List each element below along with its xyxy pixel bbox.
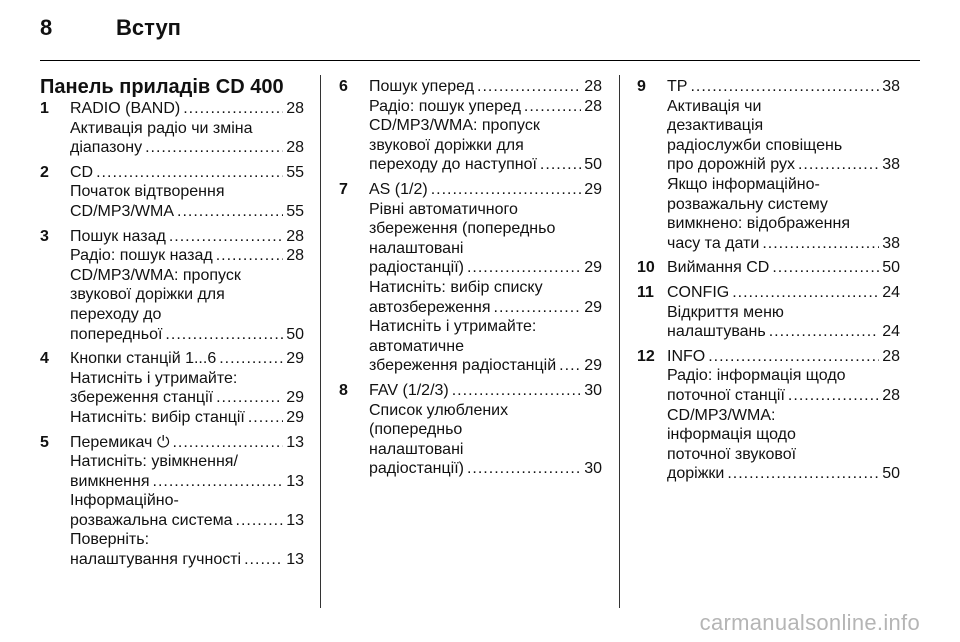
page-reference: 29 xyxy=(584,298,602,316)
toc-line-text: FAV (1/2/3) xyxy=(369,381,449,399)
toc-line-text: збереження (попередньо xyxy=(369,220,556,238)
toc-line-text: радіостанції) xyxy=(369,259,464,277)
toc-line-text: Активація чи xyxy=(667,97,762,115)
toc-line-text: CD/MP3/WMA: пропуск xyxy=(369,117,540,135)
dot-leader xyxy=(788,386,879,406)
page-header xyxy=(40,15,181,55)
page-reference: 55 xyxy=(286,163,304,181)
page-reference: 13 xyxy=(286,472,304,490)
toc-entry xyxy=(339,180,602,376)
toc-entry xyxy=(339,77,602,175)
toc-line-text: Натисніть: вибір списку xyxy=(369,278,543,296)
dot-leader xyxy=(467,258,581,278)
dot-leader xyxy=(732,283,879,303)
toc-line-text: налаштовані xyxy=(369,440,464,458)
toc-entry xyxy=(637,258,900,278)
toc-line-text: Виймання CD xyxy=(667,259,770,277)
page-reference: 24 xyxy=(882,323,900,341)
toc-line[interactable] xyxy=(70,99,304,119)
dot-leader xyxy=(172,433,283,453)
toc-line-text: звукової доріжки для xyxy=(70,286,225,304)
entry-number: 7 xyxy=(339,180,348,198)
toc-entry xyxy=(637,347,900,484)
toc-line-text: Натисніть і утримайте: xyxy=(369,318,537,336)
toc-line-text: радіостанції) xyxy=(369,460,464,478)
entry-number: 11 xyxy=(637,283,654,301)
page-number: 8 xyxy=(40,15,53,40)
toc-line-text: доріжки xyxy=(667,465,725,483)
dot-leader xyxy=(165,325,283,345)
dot-leader xyxy=(96,163,283,183)
toc-line-text: Відкриття меню xyxy=(667,303,784,321)
toc-line-text: Список улюблених xyxy=(369,401,509,419)
page-reference: 50 xyxy=(882,465,900,483)
dot-leader xyxy=(727,464,879,484)
dot-leader xyxy=(690,77,879,97)
toc-entry xyxy=(637,283,900,342)
page-reference: 55 xyxy=(286,202,304,220)
toc-line-text: Радіо: пошук назад xyxy=(70,247,213,265)
toc-line-text: Активація радіо чи зміна xyxy=(70,119,253,137)
toc-line-text: розважальна система xyxy=(70,511,233,529)
page-reference: 38 xyxy=(882,234,900,252)
page-reference: 24 xyxy=(882,283,900,301)
dot-leader xyxy=(524,97,581,117)
dot-leader xyxy=(216,388,283,408)
page-reference: 28 xyxy=(584,97,602,115)
toc-line[interactable] xyxy=(70,388,304,408)
toc-line-text: інформація щодо xyxy=(667,426,796,444)
toc-line-text: налаштувань xyxy=(667,323,766,341)
page-reference: 28 xyxy=(882,386,900,404)
dot-leader xyxy=(772,258,879,278)
toc-entry xyxy=(40,227,304,345)
page-reference: 28 xyxy=(286,227,304,245)
toc-line-text: Кнопки станцій 1...6 xyxy=(70,350,217,368)
page-reference: 50 xyxy=(882,259,900,277)
toc-line[interactable] xyxy=(369,298,602,318)
page-reference: 38 xyxy=(882,156,900,174)
toc-line[interactable] xyxy=(70,349,304,369)
toc-line-text: попередньої xyxy=(70,325,163,343)
dot-leader xyxy=(244,550,283,570)
dot-leader xyxy=(216,246,284,266)
toc-line[interactable] xyxy=(667,77,900,97)
column-divider xyxy=(320,75,321,608)
toc-line[interactable] xyxy=(667,234,900,254)
toc-line-text: радіослужби сповіщень xyxy=(667,136,843,154)
toc-line[interactable] xyxy=(70,408,304,428)
column-2 xyxy=(339,77,602,484)
entry-lines xyxy=(70,349,304,427)
toc-entry xyxy=(40,349,304,427)
entry-lines xyxy=(667,283,900,342)
page-reference: 29 xyxy=(584,180,602,198)
toc-entry xyxy=(339,381,602,479)
toc-line-text: AS (1/2) xyxy=(369,180,428,198)
toc-line-text: (попередньо xyxy=(369,421,463,439)
toc-line[interactable] xyxy=(667,386,900,406)
toc-line[interactable] xyxy=(369,459,602,479)
toc-line-text: про дорожній рух xyxy=(667,156,795,174)
watermark: carmanualsonline.info xyxy=(699,610,920,635)
toc-line[interactable] xyxy=(70,246,304,266)
toc-line[interactable] xyxy=(70,511,304,531)
page-reference: 30 xyxy=(584,381,602,399)
toc-line-text: Радіо: інформація щодо xyxy=(667,367,846,385)
page-reference: 30 xyxy=(584,460,602,478)
dot-leader xyxy=(145,138,283,158)
dot-leader xyxy=(762,234,879,254)
toc-line-text: збереження станції xyxy=(70,389,214,407)
page-reference: 28 xyxy=(286,247,304,265)
toc-line[interactable] xyxy=(369,356,602,376)
toc-line-text: розважальну систему xyxy=(667,195,828,213)
dot-leader xyxy=(477,77,581,97)
toc-line-text: CD xyxy=(70,163,94,181)
toc-line[interactable] xyxy=(667,347,900,367)
toc-line-text: часу та дати xyxy=(667,234,760,252)
page-reference: 29 xyxy=(286,408,304,426)
toc-line-text: Пошук назад xyxy=(70,227,166,245)
toc-line-text: Натисніть і утримайте: xyxy=(70,369,238,387)
entry-number: 9 xyxy=(637,78,646,95)
dot-leader xyxy=(452,381,581,401)
toc-line-text: збереження радіостанцій xyxy=(369,357,557,375)
column-3 xyxy=(637,77,900,489)
entry-lines xyxy=(667,77,900,253)
dot-leader xyxy=(467,459,581,479)
toc-line-text: діапазону xyxy=(70,139,143,157)
dot-leader xyxy=(769,322,880,342)
entry-number: 3 xyxy=(40,227,49,245)
toc-line[interactable] xyxy=(70,550,304,570)
toc-line-text: поточної звукової xyxy=(667,445,797,463)
toc-line-text: автозбереження xyxy=(369,298,491,316)
column-divider xyxy=(619,75,620,608)
toc-line-text: CD/MP3/WMA xyxy=(70,202,174,220)
toc-line-text: Радіо: пошук уперед xyxy=(369,97,521,115)
dot-leader xyxy=(708,347,879,367)
entry-number: 8 xyxy=(339,381,348,399)
toc-line-text: дезактивація xyxy=(667,117,764,135)
entry-lines xyxy=(667,258,900,278)
entry-lines xyxy=(70,99,304,158)
entry-lines xyxy=(369,381,602,479)
entry-lines xyxy=(70,227,304,345)
page-reference: 28 xyxy=(286,139,304,157)
dot-leader xyxy=(183,99,283,119)
toc-line[interactable] xyxy=(70,138,304,158)
toc-line[interactable] xyxy=(70,325,304,345)
toc-line-text: Початок відтворення xyxy=(70,183,225,201)
toc-entry xyxy=(40,163,304,222)
toc-line[interactable] xyxy=(667,464,900,484)
page-reference: 50 xyxy=(286,325,304,343)
dot-leader xyxy=(248,408,283,428)
dot-leader xyxy=(798,155,879,175)
page-reference: 38 xyxy=(882,78,900,95)
section-title: Панель приладів CD 400 xyxy=(40,76,284,98)
entry-lines xyxy=(369,77,602,175)
page-reference: 28 xyxy=(286,100,304,117)
entry-lines xyxy=(70,163,304,222)
page-reference: 13 xyxy=(286,551,304,569)
toc-line-text: вимкнено: відображення xyxy=(667,215,850,233)
entry-number: 5 xyxy=(40,433,49,451)
dot-leader xyxy=(494,298,582,318)
entry-lines xyxy=(369,180,602,376)
header-rule xyxy=(40,60,920,61)
page-reference: 29 xyxy=(584,357,602,375)
toc-line-text: CD/MP3/WMA: xyxy=(667,406,776,424)
toc-entry xyxy=(40,433,304,570)
page-reference: 13 xyxy=(286,433,304,451)
entry-number: 2 xyxy=(40,163,49,181)
toc-line-text: CD/MP3/WMA: пропуск xyxy=(70,266,241,284)
dot-leader xyxy=(431,180,582,200)
toc-line-text: TP xyxy=(667,78,688,95)
entry-number: 10 xyxy=(637,259,655,277)
page-reference: 13 xyxy=(286,511,304,529)
toc-line[interactable] xyxy=(667,258,900,278)
toc-line[interactable] xyxy=(369,155,602,175)
dot-leader xyxy=(169,227,283,247)
toc-line-text: звукової доріжки для xyxy=(369,136,524,154)
toc-line-text: RADIO (BAND) xyxy=(70,100,181,117)
page-reference: 29 xyxy=(584,259,602,277)
toc-line[interactable] xyxy=(667,322,900,342)
entry-number: 4 xyxy=(40,350,49,368)
toc-entry xyxy=(40,99,304,158)
toc-line-text: Поверніть: xyxy=(70,531,150,549)
toc-line[interactable] xyxy=(369,180,602,200)
toc-line-text: Якщо інформаційно- xyxy=(667,175,820,193)
dot-leader xyxy=(559,356,581,376)
toc-line[interactable] xyxy=(369,258,602,278)
toc-line-text: Натисніть: увімкнення/ xyxy=(70,453,238,471)
page-reference: 50 xyxy=(584,156,602,174)
dot-leader xyxy=(540,155,581,175)
dot-leader xyxy=(177,202,283,222)
toc-line[interactable] xyxy=(667,283,900,303)
dot-leader xyxy=(153,472,284,492)
page-reference: 29 xyxy=(286,350,304,368)
page-reference: 28 xyxy=(584,78,602,95)
toc-line-text: налаштування гучності xyxy=(70,551,242,569)
toc-line-text: Рівні автоматичного xyxy=(369,200,518,218)
toc-line-text: Натисніть: вибір станції xyxy=(70,408,245,426)
toc-line-text: переходу до xyxy=(70,305,162,323)
dot-leader xyxy=(236,511,284,531)
toc-line-text: CONFIG xyxy=(667,283,730,301)
toc-line[interactable] xyxy=(70,202,304,222)
dot-leader xyxy=(219,349,283,369)
toc-line[interactable] xyxy=(70,472,304,492)
toc-entry xyxy=(637,77,900,253)
page-title: Вступ xyxy=(116,15,181,40)
toc-line-text: налаштовані xyxy=(369,239,464,257)
toc-line-text: автоматичне xyxy=(369,337,464,355)
toc-line-text: Інформаційно- xyxy=(70,492,179,510)
toc-line-text: поточної станції xyxy=(667,386,785,404)
entry-lines xyxy=(70,433,304,570)
toc-line-text: переходу до наступної xyxy=(369,156,537,174)
toc-line[interactable] xyxy=(70,163,304,183)
toc-line-text: вимкнення xyxy=(70,472,150,490)
entry-lines xyxy=(667,347,900,484)
entry-number: 6 xyxy=(339,78,348,95)
toc-line-text: Пошук уперед xyxy=(369,78,475,95)
page-reference: 28 xyxy=(882,347,900,365)
entry-number: 1 xyxy=(40,100,49,117)
toc-line[interactable] xyxy=(369,97,602,117)
toc-line[interactable] xyxy=(369,77,602,97)
entry-number: 12 xyxy=(637,347,655,365)
toc-line-text: INFO xyxy=(667,347,706,365)
column-1 xyxy=(40,75,304,575)
toc-line[interactable] xyxy=(70,227,304,247)
toc-line[interactable] xyxy=(70,433,304,453)
page-reference: 29 xyxy=(286,389,304,407)
toc-line[interactable] xyxy=(369,381,602,401)
toc-line-text: Перемикач ⏻ xyxy=(70,433,170,451)
toc-line[interactable] xyxy=(667,155,900,175)
